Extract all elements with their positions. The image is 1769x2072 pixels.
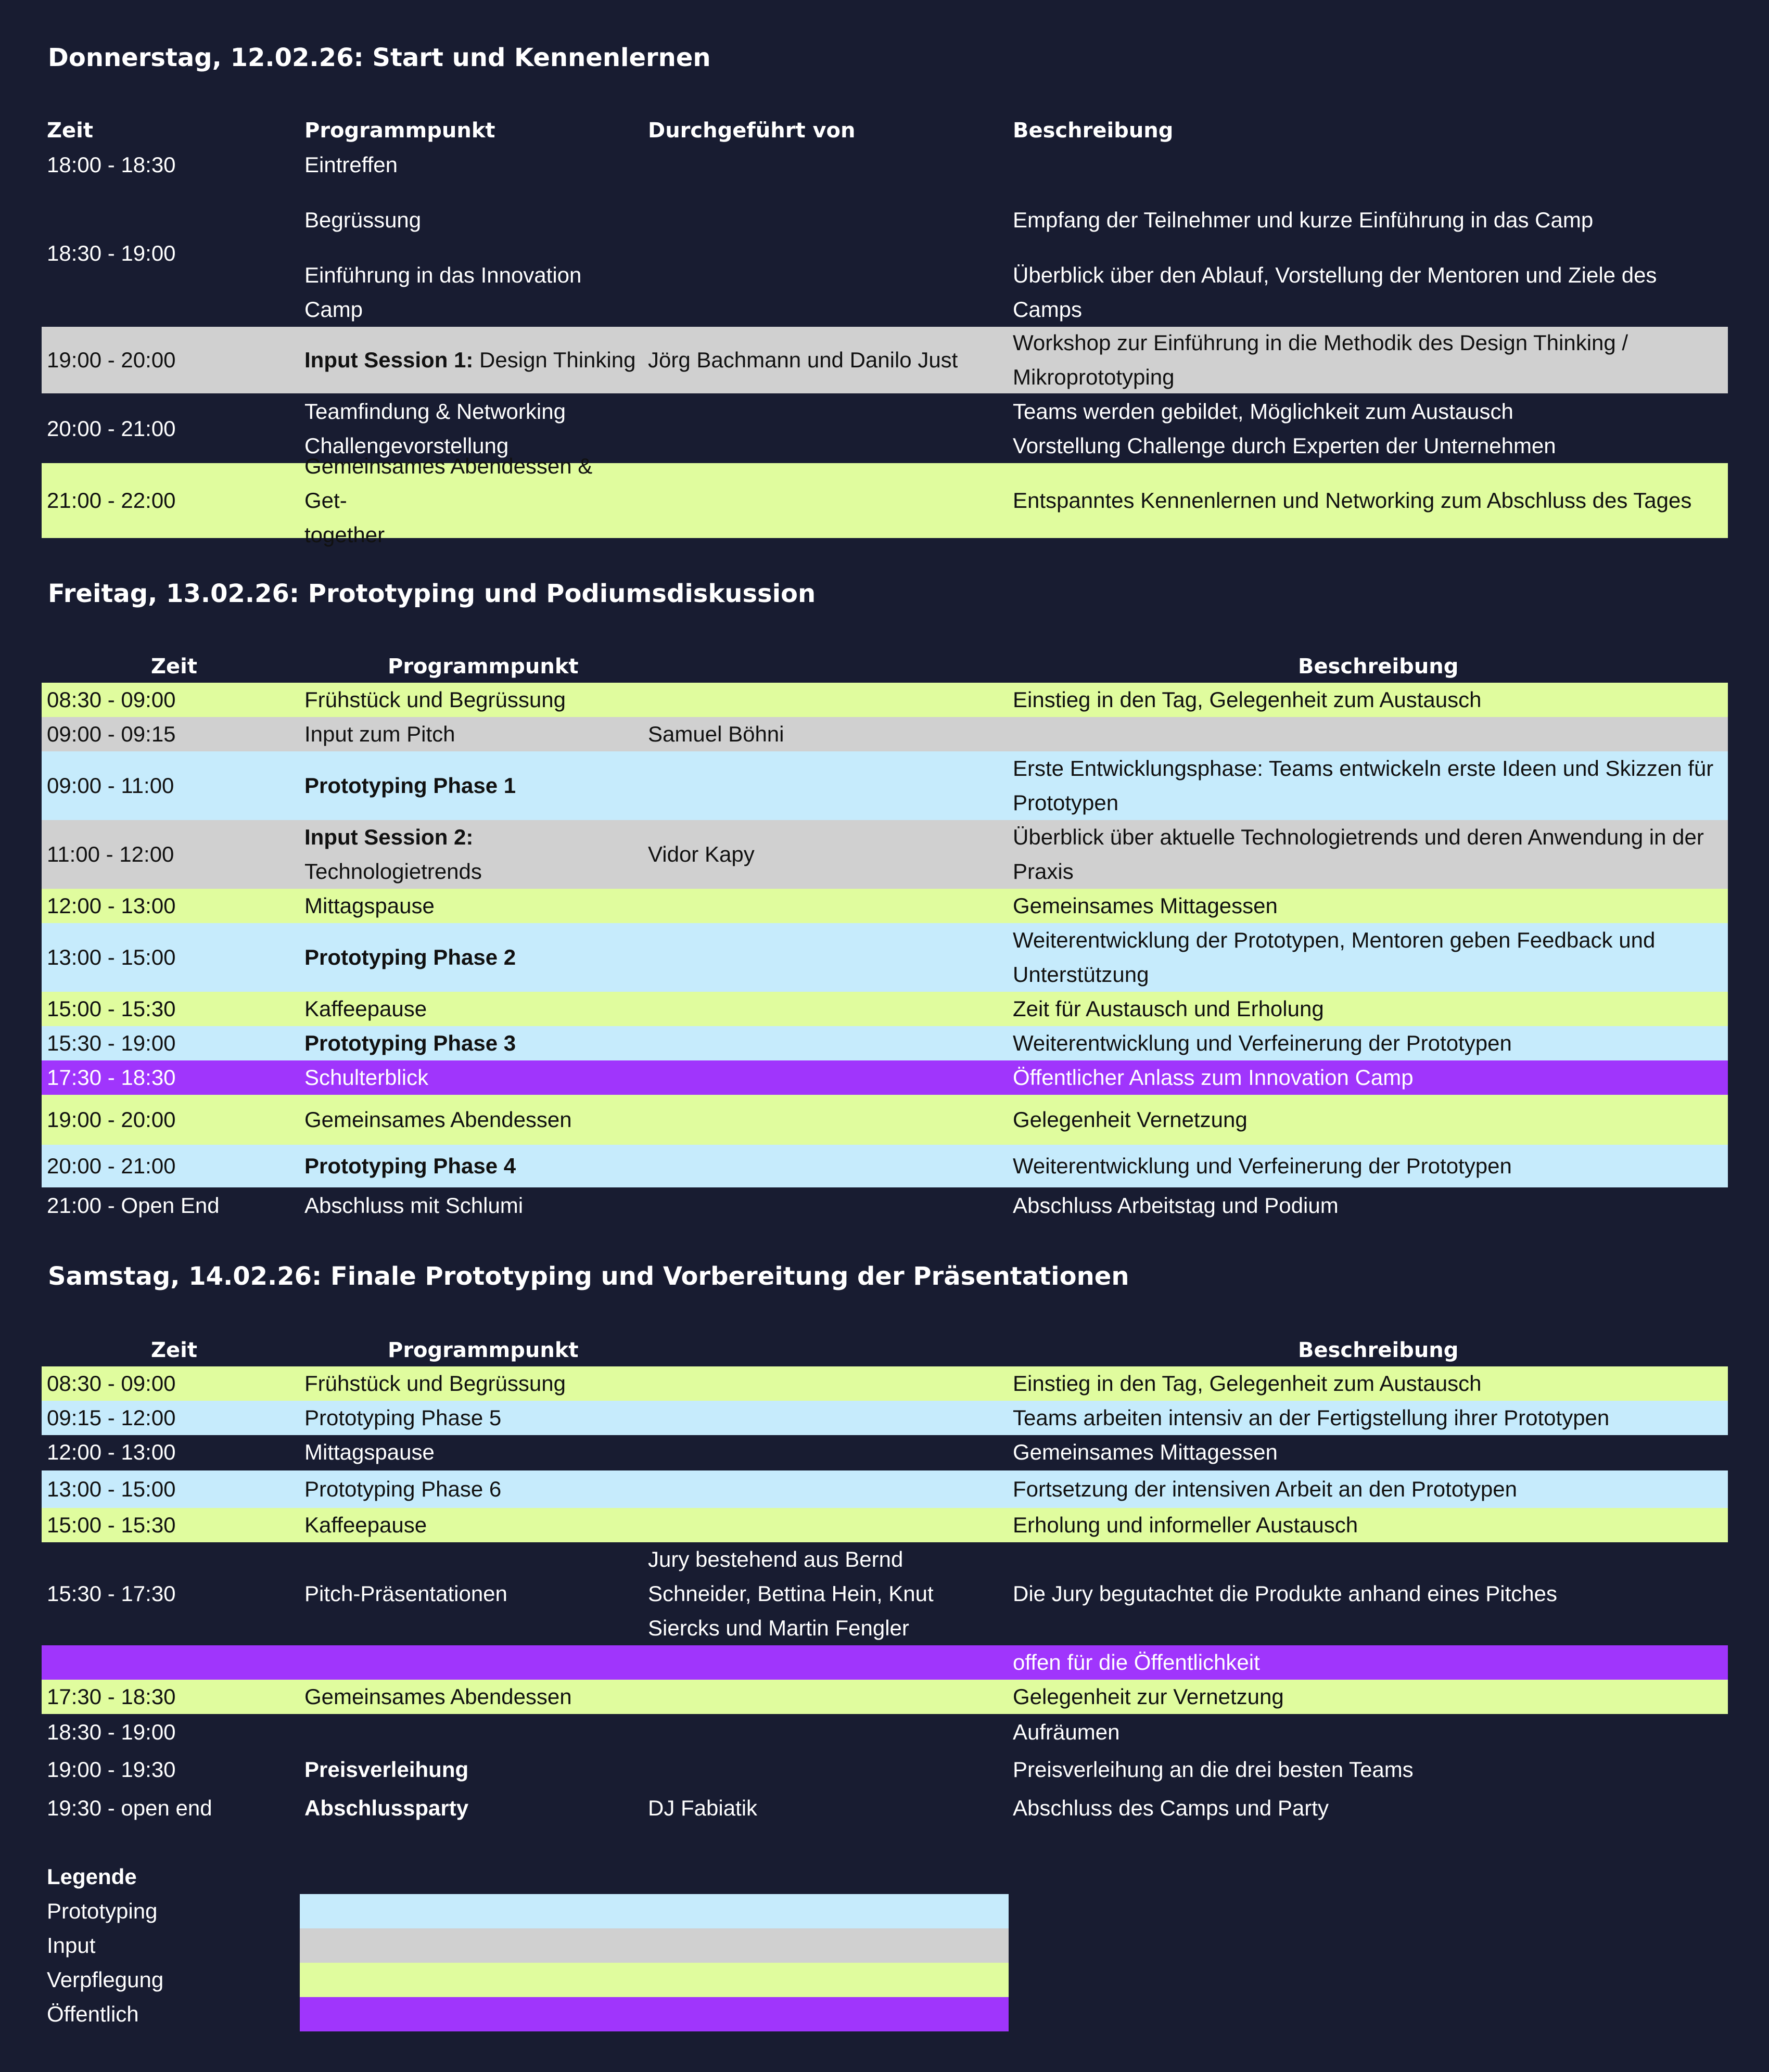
table-row [42, 1470, 1728, 1508]
table-row [42, 1645, 1728, 1680]
time-cell: 09:15 - 12:00 [47, 1405, 176, 1430]
time-cell: 21:00 - 22:00 [47, 488, 176, 513]
table-row [42, 820, 1728, 889]
beschreibung-cell: Teams arbeiten intensiv an der Fertigstellung ihrer Prototypen [1013, 1405, 1610, 1430]
beschreibung-cell: offen für die Öffentlichkeit [1013, 1650, 1260, 1674]
time-cell: 09:00 - 09:15 [47, 722, 176, 746]
day-2-header [42, 649, 1728, 684]
header-beschreibung: Beschreibung [1298, 1338, 1459, 1362]
header-programmpunkt: Programmpunkt [304, 119, 495, 143]
time-cell: 15:30 - 19:00 [47, 1031, 176, 1055]
durchgefuehrt-cell: Jury bestehend aus Bernd Schneider, Bettina Hein, Knut Siercks und Martin Fengler [648, 1547, 934, 1640]
table-row [42, 1401, 1728, 1435]
programm-cell: Design Thinking [473, 348, 636, 372]
table-row [42, 1508, 1728, 1542]
table-row [42, 992, 1728, 1026]
beschreibung-cell: Zeit für Austausch und Erholung [1013, 996, 1324, 1021]
programm-cell: Prototyping Phase 5 [304, 1405, 502, 1430]
time-cell: 09:00 - 11:00 [47, 773, 174, 798]
programm-cell: Frühstück und Begrüssung [304, 1371, 566, 1396]
beschreibung-cell: Erholung und informeller Austausch [1013, 1513, 1358, 1537]
programm-bold: Prototyping Phase 1 [304, 773, 516, 798]
programm-cell: Kaffeepause [304, 996, 427, 1021]
durchgefuehrt-cell: Vidor Kapy [648, 842, 755, 866]
legend-swatch-verpflegung [300, 1963, 1009, 1997]
table-row [42, 1680, 1728, 1714]
programm-cell: Abschluss mit Schlumi [304, 1193, 524, 1218]
beschreibung-cell: Abschluss des Camps und Party [1013, 1796, 1329, 1820]
time-cell: 20:00 - 21:00 [47, 416, 176, 441]
beschreibung-cell: Öffentlicher Anlass zum Innovation Camp [1013, 1065, 1414, 1090]
legend-label-verpflegung: Verpflegung [47, 1967, 164, 1992]
time-cell: 18:30 - 19:00 [47, 241, 176, 265]
time-cell: 15:30 - 17:30 [47, 1581, 176, 1606]
table-row [42, 1095, 1728, 1145]
header-programmpunkt: Programmpunkt [388, 655, 579, 679]
time-cell: 13:00 - 15:00 [47, 1477, 176, 1501]
programm-cell: Technologietrends [304, 859, 482, 884]
beschreibung-cell: Gemeinsames Mittagessen [1013, 1440, 1278, 1464]
beschreibung-cell: Überblick über den Ablauf, Vorstellung der Mentoren und Ziele des Camps [1013, 263, 1657, 322]
table-row [42, 1715, 1728, 1749]
programm-cell: Frühstück und Begrüssung [304, 687, 566, 712]
programm-bold: Input Session 1: [304, 348, 474, 372]
time-cell: 17:30 - 18:30 [47, 1684, 176, 1709]
programm-cell: Teamfindung & Networking Challengevorstellung [304, 399, 566, 458]
beschreibung-cell: Gelegenheit zur Vernetzung [1013, 1684, 1284, 1709]
beschreibung-cell: Entspanntes Kennenlernen und Networking zum Abschluss des Tages [1013, 488, 1692, 513]
table-row [42, 683, 1728, 717]
beschreibung-cell: Überblick über aktuelle Technologietrends und deren Anwendung in der Praxis [1013, 825, 1704, 884]
programm-cell: Eintreffen [304, 152, 398, 177]
time-cell: 13:00 - 15:00 [47, 945, 176, 969]
time-cell: 15:00 - 15:30 [47, 996, 176, 1021]
time-cell: 19:00 - 19:30 [47, 1757, 176, 1782]
beschreibung-cell: Fortsetzung der intensiven Arbeit an den Prototypen [1013, 1477, 1517, 1501]
programm-bold: Prototyping Phase 4 [304, 1154, 516, 1178]
header-beschreibung: Beschreibung [1298, 655, 1459, 679]
header-zeit: Zeit [151, 655, 197, 679]
beschreibung-cell: Workshop zur Einführung in die Methodik des Design Thinking / Mikroprototyping [1013, 330, 1628, 389]
durchgefuehrt-cell: DJ Fabiatik [648, 1796, 758, 1820]
legend-swatch-input [300, 1928, 1009, 1963]
legend-swatch-prototyping [300, 1894, 1009, 1928]
programm-bold: Abschlussparty [304, 1796, 469, 1820]
beschreibung-cell: Teams werden gebildet, Möglichkeit zum Austausch Vorstellung Challenge durch Experten der Unternehmen [1013, 399, 1556, 458]
beschreibung-cell: Weiterentwicklung und Verfeinerung der Prototypen [1013, 1154, 1512, 1178]
time-cell: 19:30 - open end [47, 1796, 212, 1820]
beschreibung-cell: Weiterentwicklung und Verfeinerung der Prototypen [1013, 1031, 1512, 1055]
time-cell: 12:00 - 13:00 [47, 1440, 176, 1464]
programm-bold: Prototyping Phase 3 [304, 1031, 516, 1055]
header-zeit: Zeit [47, 119, 93, 143]
legend-title: Legende [47, 1864, 137, 1889]
time-cell: 18:30 - 19:00 [47, 1720, 176, 1744]
programm-cell: Gemeinsames Abendessen & Get- together [304, 454, 593, 547]
time-cell: 08:30 - 09:00 [47, 1371, 176, 1396]
time-cell: 21:00 - Open End [47, 1193, 220, 1218]
beschreibung-cell: Gelegenheit Vernetzung [1013, 1107, 1248, 1132]
time-cell: 08:30 - 09:00 [47, 687, 176, 712]
programm-cell: Gemeinsames Abendessen [304, 1684, 572, 1709]
day-1-header [42, 113, 1728, 148]
table-row [42, 203, 1728, 237]
legend-swatch-oeffentlich [300, 1997, 1009, 2031]
time-cell: 11:00 - 12:00 [47, 842, 174, 866]
programm-cell: Schulterblick [304, 1065, 429, 1090]
table-row [42, 1145, 1728, 1187]
table-row [42, 454, 1728, 547]
table-row [42, 258, 1728, 327]
day-2-title: Freitag, 13.02.26: Prototyping und Podiumsdiskussion [48, 579, 816, 608]
beschreibung-cell: Aufräumen [1013, 1720, 1120, 1744]
durchgefuehrt-cell: Samuel Böhni [648, 722, 784, 746]
programm-cell: Kaffeepause [304, 1513, 427, 1537]
beschreibung-cell: Empfang der Teilnehmer und kurze Einführung in das Camp [1013, 208, 1594, 232]
table-row [42, 751, 1728, 820]
time-cell: 12:00 - 13:00 [47, 893, 176, 918]
table-row [42, 1188, 1728, 1223]
time-cell: 17:30 - 18:30 [47, 1065, 176, 1090]
programm-cell: Gemeinsames Abendessen [304, 1107, 572, 1132]
durchgefuehrt-cell: Jörg Bachmann und Danilo Just [648, 348, 958, 372]
table-row [42, 1542, 1728, 1645]
beschreibung-cell: Abschluss Arbeitstag und Podium [1013, 1193, 1339, 1218]
beschreibung-cell: Die Jury begutachtet die Produkte anhand eines Pitches [1013, 1581, 1558, 1606]
beschreibung-cell: Einstieg in den Tag, Gelegenheit zum Austausch [1013, 1371, 1482, 1396]
programm-cell: Mittagspause [304, 1440, 435, 1464]
table-row [42, 1366, 1728, 1401]
beschreibung-cell: Erste Entwicklungsphase: Teams entwickeln erste Ideen und Skizzen für Prototypen [1013, 756, 1714, 815]
beschreibung-cell: Einstieg in den Tag, Gelegenheit zum Austausch [1013, 687, 1482, 712]
beschreibung-cell: Gemeinsames Mittagessen [1013, 893, 1278, 918]
legend-label-oeffentlich: Öffentlich [47, 2002, 139, 2026]
programm-cell: Einführung in das Innovation Camp [304, 263, 582, 322]
table-row [42, 1791, 1728, 1825]
time-cell: 19:00 - 20:00 [47, 1107, 176, 1132]
time-cell: 15:00 - 15:30 [47, 1513, 176, 1537]
programm-cell: Pitch-Präsentationen [304, 1581, 507, 1606]
programm-cell: Input zum Pitch [304, 722, 455, 746]
table-row [42, 889, 1728, 923]
table-row [42, 1435, 1728, 1469]
legend-label-prototyping: Prototyping [47, 1899, 158, 1923]
table-row [42, 148, 1728, 182]
programm-bold: Input Session 2: [304, 825, 474, 849]
header-programmpunkt: Programmpunkt [388, 1338, 579, 1362]
table-row [42, 1753, 1728, 1787]
time-cell: 20:00 - 21:00 [47, 1154, 176, 1178]
table-row [42, 717, 1728, 751]
legend-label-input: Input [47, 1933, 96, 1958]
beschreibung-cell: Weiterentwicklung der Prototypen, Mentoren geben Feedback und Unterstützung [1013, 928, 1656, 987]
programm-bold: Prototyping Phase 2 [304, 945, 516, 969]
day-3-title: Samstag, 14.02.26: Finale Prototyping und Vorbereitung der Präsentationen [48, 1262, 1129, 1291]
programm-cell: Prototyping Phase 6 [304, 1477, 502, 1501]
time-cell: 18:00 - 18:30 [47, 152, 176, 177]
time-cell: 19:00 - 20:00 [47, 348, 176, 372]
table-row [42, 923, 1728, 992]
programm-cell: Begrüssung [304, 208, 422, 232]
header-zeit: Zeit [151, 1338, 197, 1362]
day-1-title: Donnerstag, 12.02.26: Start und Kennenlernen [48, 43, 711, 72]
beschreibung-cell: Preisverleihung an die drei besten Teams [1013, 1757, 1414, 1782]
table-row [42, 1060, 1728, 1095]
day-3-header [42, 1333, 1728, 1367]
table-row [42, 1026, 1728, 1060]
header-beschreibung: Beschreibung [1013, 119, 1174, 143]
programm-bold: Preisverleihung [304, 1757, 469, 1782]
programm-cell: Mittagspause [304, 893, 435, 918]
table-row [42, 394, 1728, 463]
table-row [42, 327, 1728, 393]
header-durchgefuehrt: Durchgeführt von [648, 119, 856, 143]
